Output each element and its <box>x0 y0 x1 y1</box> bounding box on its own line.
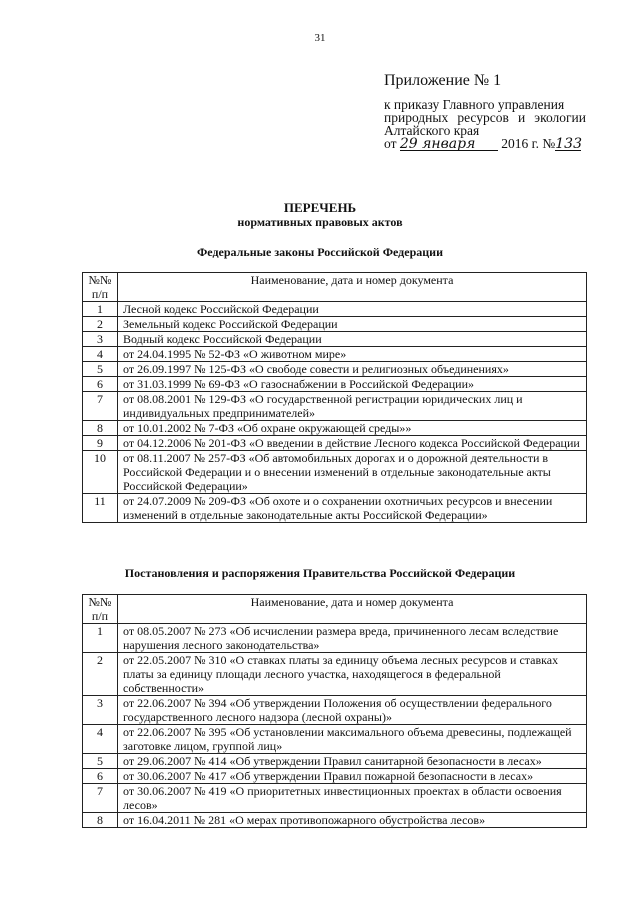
table-row <box>83 696 587 725</box>
table-row <box>83 725 587 754</box>
row-number: 11 <box>83 494 118 523</box>
handwritten-date: 29 января <box>400 138 498 151</box>
row-number: 8 <box>83 813 118 828</box>
document-name: от 22.06.2007 № 394 «Об утверждении Положения об осуществлении федерального государственного лесного надзора (лесной охраны)» <box>118 696 587 725</box>
appendix-line-3: Алтайского края <box>384 123 480 138</box>
table-row <box>83 347 587 362</box>
document-name: от 30.06.2007 № 417 «Об утверждении Правил пожарной безопасности в лесах» <box>118 769 587 784</box>
date-year: 2016 г. <box>501 136 539 151</box>
table-row <box>83 436 587 451</box>
row-number: 1 <box>83 302 118 317</box>
col-number-header: №№ п/п <box>83 595 118 624</box>
document-subtitle: нормативных правовых актов <box>237 215 403 229</box>
document-name: от 04.12.2006 № 201-ФЗ «О введении в действие Лесного кодекса Российской Федерации <box>118 436 587 451</box>
section-heading-government-acts: Постановления и распоряжения Правительства Российской Федерации <box>124 566 516 580</box>
row-number: 4 <box>83 725 118 754</box>
document-name: от 22.06.2007 № 395 «Об установлении максимального объема древесины, подлежащей заготовке лицом, группой лиц» <box>118 725 587 754</box>
table-header-row <box>83 595 587 624</box>
table-row <box>83 451 587 494</box>
row-number: 2 <box>83 653 118 696</box>
row-number: 3 <box>83 332 118 347</box>
appendix-title: Приложение № 1 <box>384 72 502 89</box>
document-name: от 16.04.2011 № 281 «О мерах противопожарного обустройства лесов» <box>118 813 587 828</box>
row-number: 9 <box>83 436 118 451</box>
row-number: 10 <box>83 451 118 494</box>
document-name: от 31.03.1999 № 69-ФЗ «О газоснабжении в Российской Федерации» <box>118 377 587 392</box>
row-number: 7 <box>83 784 118 813</box>
document-name: от 10.01.2002 № 7-ФЗ «Об охране окружающей среды»» <box>118 421 587 436</box>
row-number: 1 <box>83 624 118 653</box>
row-number: 2 <box>83 317 118 332</box>
row-number: 5 <box>83 362 118 377</box>
document-name: от 24.04.1995 № 52-ФЗ «О животном мире» <box>118 347 587 362</box>
date-prefix: от <box>384 136 397 151</box>
row-number: 7 <box>83 392 118 421</box>
table-row <box>83 769 587 784</box>
table-row <box>83 813 587 828</box>
table-row <box>83 624 587 653</box>
federal-laws-table <box>82 272 587 523</box>
col-name-header: Наименование, дата и номер документа <box>118 595 587 624</box>
row-number: 8 <box>83 421 118 436</box>
document-name: от 24.07.2009 № 209-ФЗ «Об охоте и о сохранении охотничьих ресурсов и внесении изменений в отдельные законодательные акты Российской Федерации» <box>118 494 587 523</box>
table-row <box>83 494 587 523</box>
handwritten-number: 133 <box>555 136 582 152</box>
document-name: Лесной кодекс Российской Федерации <box>118 302 587 317</box>
table-row <box>83 317 587 332</box>
document-name: от 29.06.2007 № 414 «Об утверждении Правил санитарной безопасности в лесах» <box>118 754 587 769</box>
document-name: от 08.11.2007 № 257-ФЗ «Об автомобильных дорогах и о дорожной деятельности в Российской Федерации и о внесении изменений в отдельные законодательные акты Российской Федерации» <box>118 451 587 494</box>
appendix-line-2: природных ресурсов и экологии <box>384 110 586 125</box>
table-row <box>83 392 587 421</box>
number-prefix: № <box>542 136 556 151</box>
appendix-block <box>384 72 634 151</box>
col-name-header: Наименование, дата и номер документа <box>118 273 587 302</box>
table-row <box>83 754 587 769</box>
document-name: от 30.06.2007 № 419 «О приоритетных инвестиционных проектах в области освоения лесов» <box>118 784 587 813</box>
table-row <box>83 332 587 347</box>
row-number: 6 <box>83 769 118 784</box>
row-number: 3 <box>83 696 118 725</box>
table-header-row <box>83 273 587 302</box>
table-row <box>83 784 587 813</box>
document-name: от 22.05.2007 № 310 «О ставках платы за единицу объема лесных ресурсов и ставках платы за единицу площади лесного участка, находящегося в федеральной собственности» <box>118 653 587 696</box>
table-row <box>83 302 587 317</box>
document-name: от 08.08.2001 № 129-ФЗ «О государственной регистрации юридических лиц и индивидуальных предпринимателей» <box>118 392 587 421</box>
table-row <box>83 362 587 377</box>
document-name: от 26.09.1997 № 125-ФЗ «О свободе совести и религиозных объединениях» <box>118 362 587 377</box>
row-number: 5 <box>83 754 118 769</box>
table-row <box>83 421 587 436</box>
row-number: 6 <box>83 377 118 392</box>
appendix-date-line <box>384 137 634 151</box>
section-heading-federal-laws: Федеральные законы Российской Федерации <box>197 245 443 259</box>
table-row <box>83 653 587 696</box>
appendix-line-1: к приказу Главного управления <box>384 97 565 112</box>
col-number-header: №№ п/п <box>83 273 118 302</box>
document-name: Водный кодекс Российской Федерации <box>118 332 587 347</box>
government-acts-table <box>82 594 587 828</box>
document-name: Земельный кодекс Российской Федерации <box>118 317 587 332</box>
row-number: 4 <box>83 347 118 362</box>
document-title: ПЕРЕЧЕНЬ <box>283 200 357 215</box>
document-name: от 08.05.2007 № 273 «Об исчислении размера вреда, причиненного лесам вследствие нарушения лесного законодательства» <box>118 624 587 653</box>
page-number: 31 <box>314 32 326 44</box>
table-row <box>83 377 587 392</box>
